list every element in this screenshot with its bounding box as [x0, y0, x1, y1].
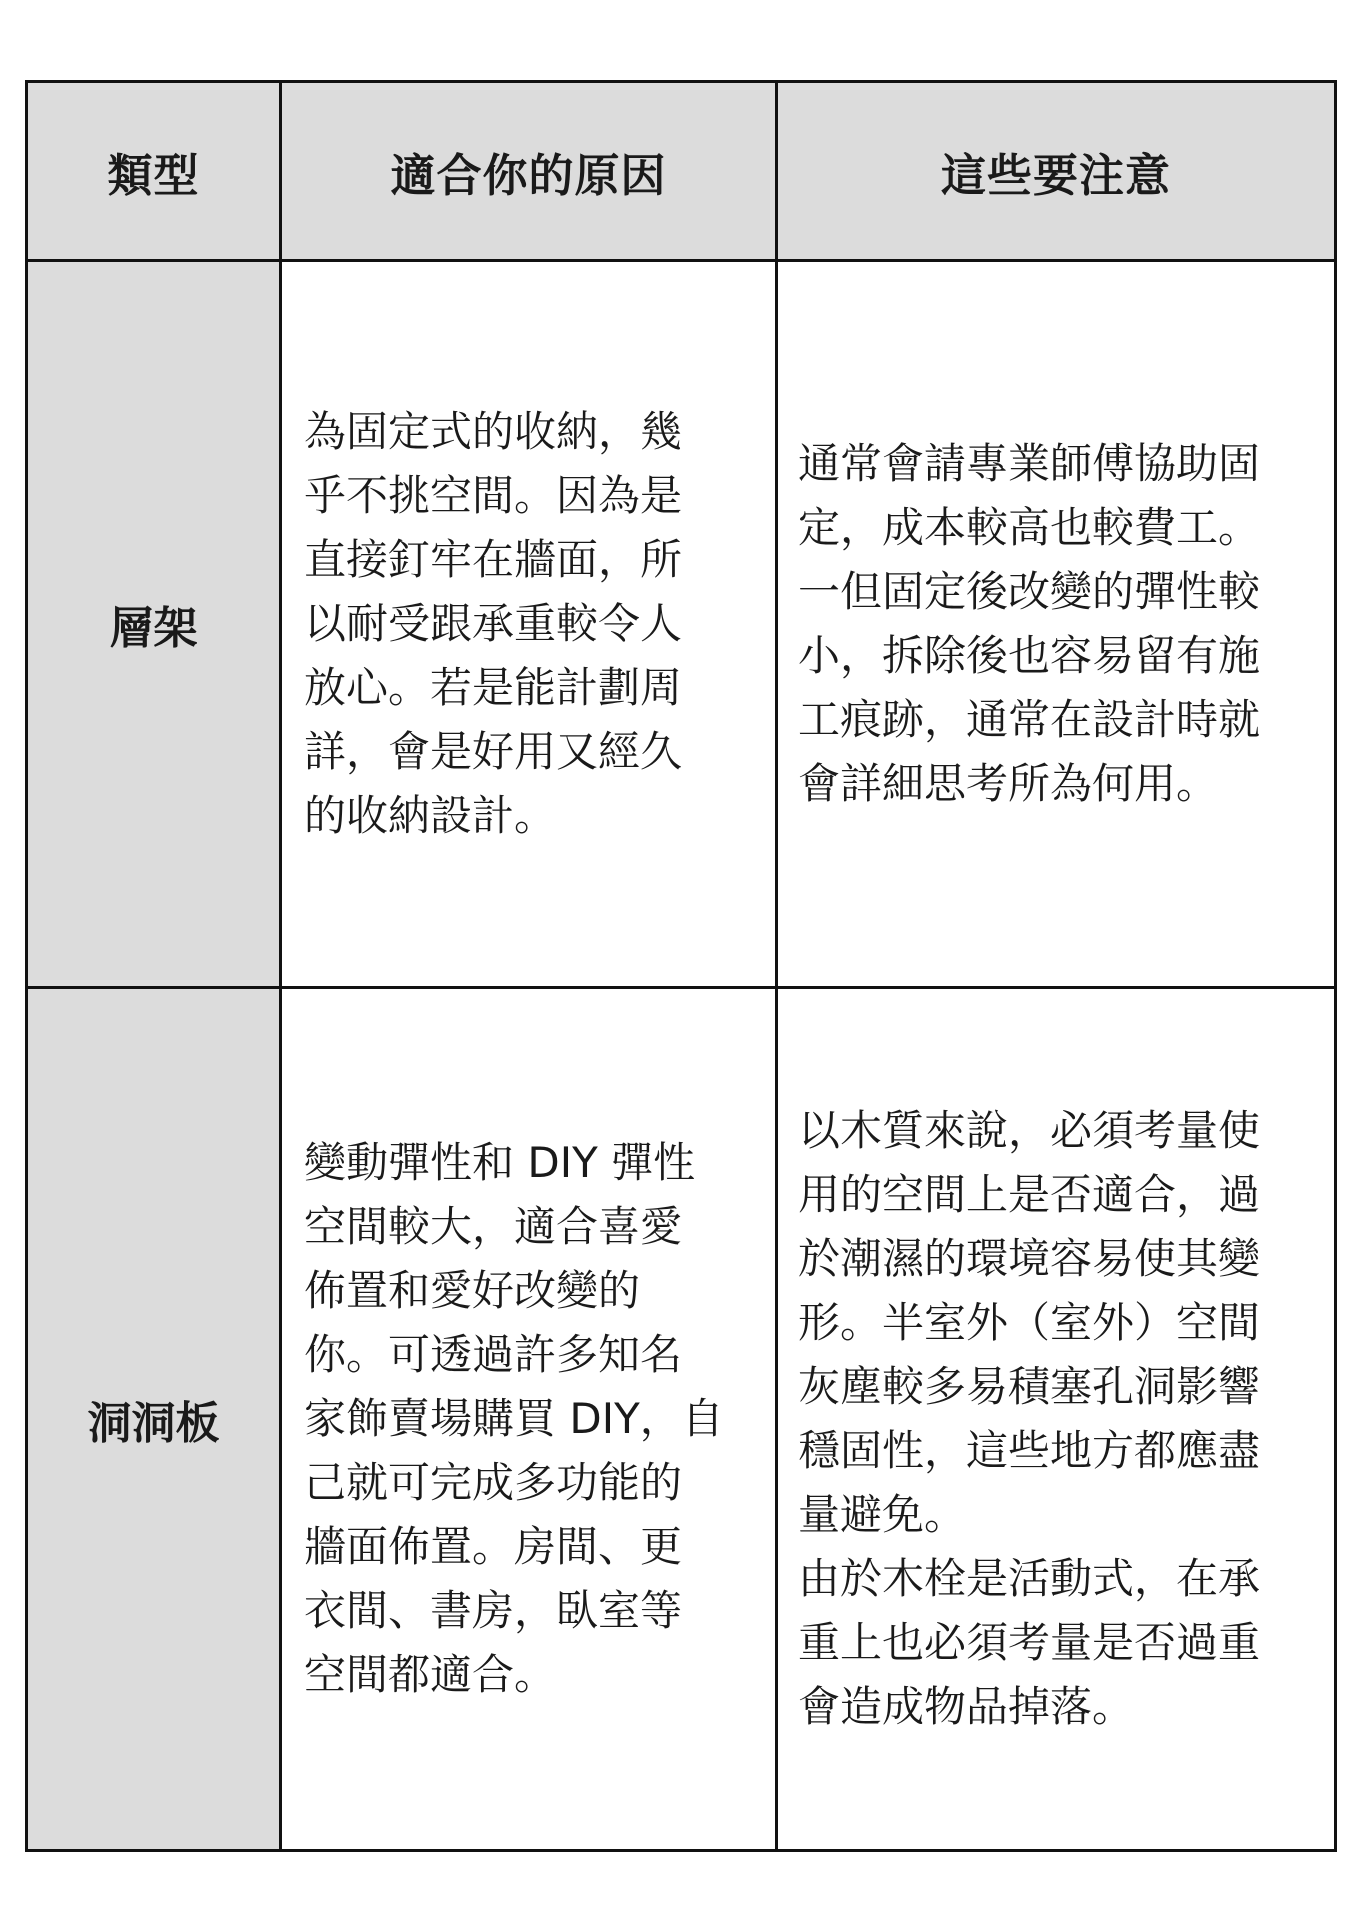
header-reason-label: 適合你的原因 [390, 148, 667, 202]
header-type-label: 類型 [107, 148, 200, 202]
row-pegboard-caution-text: 以木質來說，必須考量使 用的空間上是否適合，過 於潮濕的環境容易使其變 形。半室外（室外）空間 灰塵較多易積塞孔洞影響 穩固性，這些地方都應盡 量避免。 由於木栓是活動式，在承 重上也必須考量是否過重 會造成物品掉落。 [798, 1106, 1261, 1731]
row-shelf-caution [778, 262, 1334, 989]
row-pegboard-caution [778, 989, 1334, 1849]
row-pegboard-type [28, 989, 282, 1849]
row-shelf-caution-text: 通常會請專業師傅協助固 定，成本較高也較費工。 一但固定後改變的彈性較 小，拆除後也容易留有施 工痕跡，通常在設計時就 會詳細思考所為何用。 [798, 439, 1261, 808]
header-type [28, 83, 282, 262]
row-shelf-reason-text: 為固定式的收納，幾 乎不挑空間。因為是 直接釘牢在牆面，所 以耐受跟承重較令人 放心。若是能計劃周 詳，會是好用又經久 的收納設計。 [304, 407, 683, 840]
row-shelf-type-label: 層架 [109, 603, 198, 654]
header-caution-label: 這些要注意 [940, 148, 1171, 202]
row-shelf-type [28, 262, 282, 989]
row-shelf-reason [282, 262, 778, 989]
storage-comparison-table [25, 80, 1337, 1852]
header-caution [778, 83, 1334, 262]
row-pegboard-reason-text: 變動彈性和 DIY 彈性 空間較大，適合喜愛 佈置和愛好改變的 你。可透過許多知名 家飾賣場購買 DIY，自 己就可完成多功能的 牆面佈置。房間、更 衣間、書房，臥室等 空間都適合。 [304, 1138, 724, 1699]
row-pegboard-reason [282, 989, 778, 1849]
header-reason [282, 83, 778, 262]
row-pegboard-type-label: 洞洞板 [87, 1398, 220, 1449]
